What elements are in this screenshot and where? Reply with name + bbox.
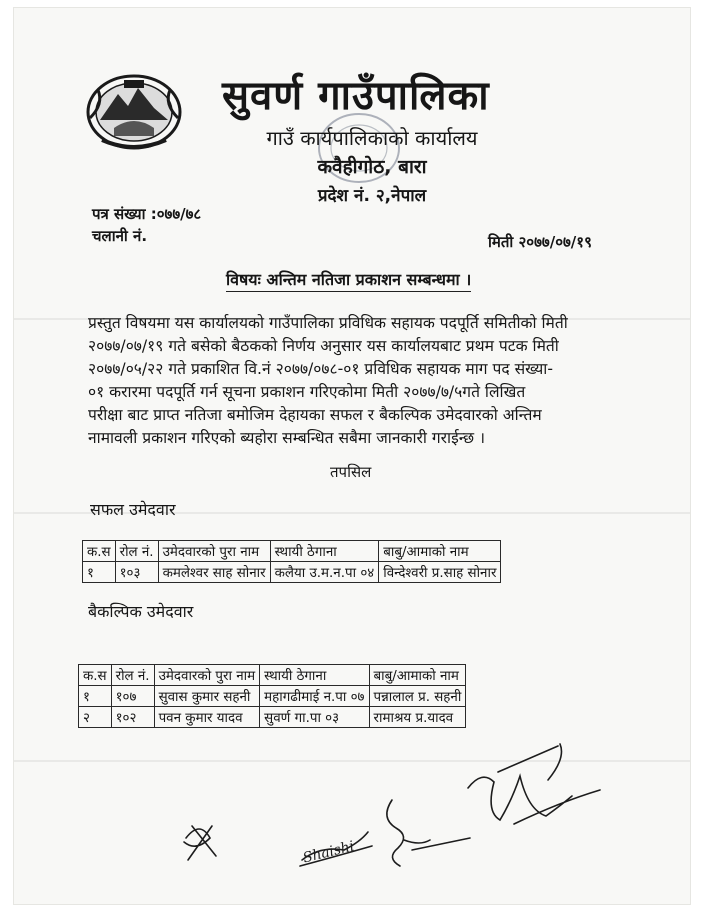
table-header-cell: क.स — [83, 541, 116, 562]
office-subtitle: गाउँ कार्यपालिकाको कार्यालय — [266, 126, 478, 150]
body-line: प्रस्तुत विषयमा यस कार्यालयको गाउँपालिका प्रविधिक सहायक पदपूर्ति समितीको मिती — [88, 314, 568, 332]
body-line: परीक्षा बाट प्राप्त नतिजा बमोजिम देहायका सफल र बैकल्पिक उमेदवारको अन्तिम — [88, 406, 542, 424]
signature-text: Shaishi — [301, 838, 356, 867]
details-label: तपसिल — [330, 463, 372, 481]
table-cell: सुवास कुमार सहनी — [154, 686, 260, 707]
table-cell: सुवर्ण गा.पा ०३ — [260, 707, 369, 728]
table-cell: १०७ — [111, 686, 154, 707]
body-line: ०१ करारमा पदपूर्ति गर्न सूचना प्रकाशन गरिएकोमा मिती २०७७/७/५गते लिखित — [88, 383, 526, 401]
table-cell: १ — [79, 686, 112, 707]
office-place: कवैहीगोठ, बारा — [317, 156, 427, 178]
table-header-cell: बाबु/आमाको नाम — [379, 541, 501, 562]
letter-number: पत्र संख्या :०७७/७८ — [92, 205, 202, 223]
signature-mark — [468, 744, 600, 824]
signature-mark — [184, 826, 216, 860]
dispatch-number: चलानी नं. — [92, 227, 148, 245]
table-cell: महागढीमाई न.पा ०७ — [260, 686, 369, 707]
table-cell: १०३ — [115, 562, 158, 583]
table-cell: कलैया उ.म.न.पा ०४ — [270, 562, 379, 583]
table-header-cell: बाबु/आमाको नाम — [369, 665, 466, 686]
table-cell: विन्देश्वरी प्र.साह सोनार — [379, 562, 501, 583]
table-cell: कमलेश्वर साह सोनार — [158, 562, 270, 583]
body-line: २०७७/०७/१९ गते बसेको बैठकको निर्णय अनुसार यस कार्यालयबाट प्रथम पटक मिती — [88, 337, 559, 355]
letter-date: मिती २०७७/०७/१९ — [488, 233, 592, 251]
table-cell: २ — [79, 707, 112, 728]
alternate-candidates-label: बैकल्पिक उमेदवार — [88, 602, 194, 621]
body-line: २०७७/०५/२२ गते प्रकाशित वि.नं २०७७/०७८-०१ प्रविधिक सहायक माग पद संख्या- — [88, 360, 553, 378]
body-line: नामावली प्रकाशन गरिएको ब्यहोरा सम्बन्धित सबैमा जानकारी गराईन्छ । — [88, 429, 485, 447]
municipality-title: सुवर्ण गाउँपालिका — [222, 73, 490, 119]
table-cell: १ — [83, 562, 116, 583]
table-header-cell: रोल नं. — [111, 665, 154, 686]
table-cell: रामाश्रय प्र.यादव — [369, 707, 466, 728]
table-header-cell: स्थायी ठेगाना — [270, 541, 379, 562]
signature-mark — [387, 800, 470, 866]
table-header-cell: क.स — [79, 665, 112, 686]
letter-subject: विषयः अन्तिम नतिजा प्रकाशन सम्बन्धमा । — [226, 268, 471, 292]
successful-candidates-label: सफल उमेदवार — [90, 500, 176, 519]
table-header-cell: उमेदवारको पुरा नाम — [154, 665, 260, 686]
table-header-cell: रोल नं. — [115, 541, 158, 562]
province-line: प्रदेश नं. २,नेपाल — [317, 186, 427, 206]
table-cell: १०२ — [111, 707, 154, 728]
table-cell: पन्नालाल प्र. सहनी — [369, 686, 466, 707]
table-cell: पवन कुमार यादव — [154, 707, 260, 728]
table-header-cell: उमेदवारको पुरा नाम — [158, 541, 270, 562]
table-header-cell: स्थायी ठेगाना — [260, 665, 369, 686]
